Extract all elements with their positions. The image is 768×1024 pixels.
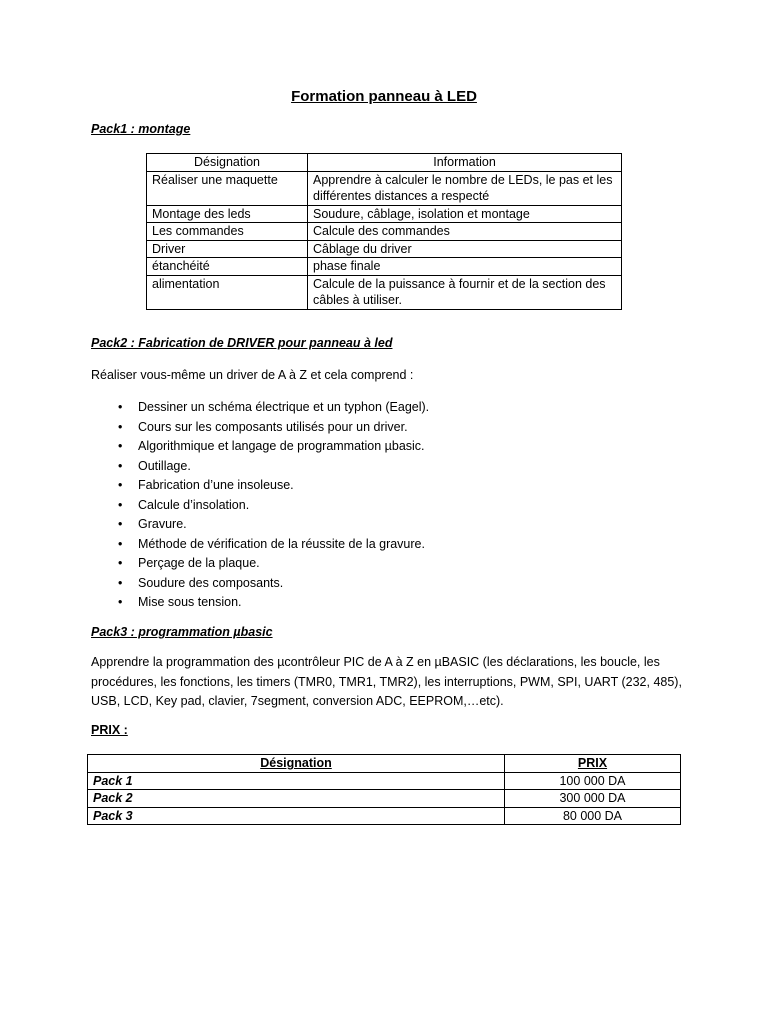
table-row bbox=[147, 171, 622, 205]
table-cell: étanchéité bbox=[147, 258, 308, 276]
table-row bbox=[88, 807, 681, 825]
pack3-heading: Pack3 : programmation µbasic bbox=[91, 625, 273, 639]
table-cell: Driver bbox=[147, 240, 308, 258]
table-cell: phase finale bbox=[308, 258, 622, 276]
table-row bbox=[88, 790, 681, 808]
bullet-icon: • bbox=[118, 517, 123, 531]
column-header: Désignation bbox=[147, 154, 308, 172]
list-item-text: Fabrication d’une insoleuse. bbox=[138, 478, 294, 492]
page-title: Formation panneau à LED bbox=[291, 88, 477, 105]
list-item-text: Outillage. bbox=[138, 458, 191, 473]
table-cell: 100 000 DA bbox=[505, 772, 681, 790]
list-item bbox=[118, 418, 429, 438]
table-cell: Pack 1 bbox=[88, 772, 505, 790]
table-cell: Soudure, câblage, isolation et montage bbox=[308, 205, 622, 223]
table-row bbox=[88, 772, 681, 790]
table-row bbox=[147, 240, 622, 258]
bullet-icon: • bbox=[118, 478, 123, 492]
pack2-heading: Pack2 : Fabrication de DRIVER pour panneau à led bbox=[91, 336, 393, 350]
list-item-text: Soudure des composants. bbox=[138, 575, 284, 590]
table-cell: Pack 2 bbox=[88, 790, 505, 808]
pack1-heading: Pack1 : montage bbox=[91, 122, 191, 136]
list-item bbox=[118, 398, 429, 418]
table-cell: Les commandes bbox=[147, 223, 308, 241]
list-item bbox=[118, 515, 429, 535]
list-item-text: Perçage de la plaque. bbox=[138, 556, 260, 570]
prix-table bbox=[87, 754, 681, 825]
pack1-table bbox=[146, 153, 622, 310]
list-item-text: Algorithmique et langage de programmation µbasic. bbox=[138, 439, 425, 453]
table-cell: Calcule des commandes bbox=[308, 223, 622, 241]
table-cell: Calcule de la puissance à fournir et de la section des câbles à utiliser. bbox=[308, 275, 622, 309]
bullet-icon: • bbox=[118, 497, 123, 512]
list-item bbox=[118, 593, 429, 613]
list-item bbox=[118, 437, 429, 457]
table-cell: Montage des leds bbox=[147, 205, 308, 223]
pack2-intro: Réaliser vous-même un driver de A à Z et cela comprend : bbox=[91, 368, 414, 382]
table-cell: Réaliser une maquette bbox=[147, 171, 308, 205]
list-item-text: Méthode de vérification de la réussite de la gravure. bbox=[138, 536, 425, 551]
table-header-row bbox=[88, 755, 681, 773]
prix-heading: PRIX : bbox=[91, 723, 128, 737]
bullet-icon: • bbox=[118, 400, 123, 414]
table-cell: Pack 3 bbox=[88, 807, 505, 825]
pack3-text: Apprendre la programmation des µcontrôleur PIC de A à Z en µBASIC (les déclarations, les boucle, les procédures, les fonctions, les timers (TMR0, TMR1, TMR2), les interruptions, PWM, SPI, UART (232, 485), USB, LCD, Key pad, clavier, 7segment, conversion ADC, EEPROM,…etc). bbox=[91, 655, 682, 708]
list-item-text: Gravure. bbox=[138, 517, 187, 531]
table-cell: alimentation bbox=[147, 275, 308, 309]
list-item bbox=[118, 496, 429, 516]
list-item bbox=[118, 457, 429, 477]
list-item-text: Cours sur les composants utilisés pour un driver. bbox=[138, 419, 408, 434]
list-item-text: Mise sous tension. bbox=[138, 595, 242, 609]
column-header: Information bbox=[308, 154, 622, 172]
bullet-icon: • bbox=[118, 458, 123, 473]
list-item-text: Calcule d’insolation. bbox=[138, 497, 250, 512]
bullet-icon: • bbox=[118, 419, 123, 434]
bullet-icon: • bbox=[118, 575, 123, 590]
table-row bbox=[147, 258, 622, 276]
table-row bbox=[147, 223, 622, 241]
table-header-row bbox=[147, 154, 622, 172]
bullet-icon: • bbox=[118, 536, 123, 551]
table-cell: 300 000 DA bbox=[505, 790, 681, 808]
list-item bbox=[118, 574, 429, 594]
list-item bbox=[118, 554, 429, 574]
table-row bbox=[147, 275, 622, 309]
table-cell: Câblage du driver bbox=[308, 240, 622, 258]
list-item bbox=[118, 535, 429, 555]
list-item bbox=[118, 476, 429, 496]
bullet-icon: • bbox=[118, 556, 123, 570]
column-header: Désignation bbox=[88, 755, 505, 773]
bullet-icon: • bbox=[118, 595, 123, 609]
pack2-list bbox=[118, 398, 429, 613]
table-row bbox=[147, 205, 622, 223]
table-cell: Apprendre à calculer le nombre de LEDs, le pas et les différentes distances a respecté bbox=[308, 171, 622, 205]
list-item-text: Dessiner un schéma électrique et un typhon (Eagel). bbox=[138, 400, 430, 414]
column-header: PRIX bbox=[505, 755, 681, 773]
bullet-icon: • bbox=[118, 439, 123, 453]
table-cell: 80 000 DA bbox=[505, 807, 681, 825]
